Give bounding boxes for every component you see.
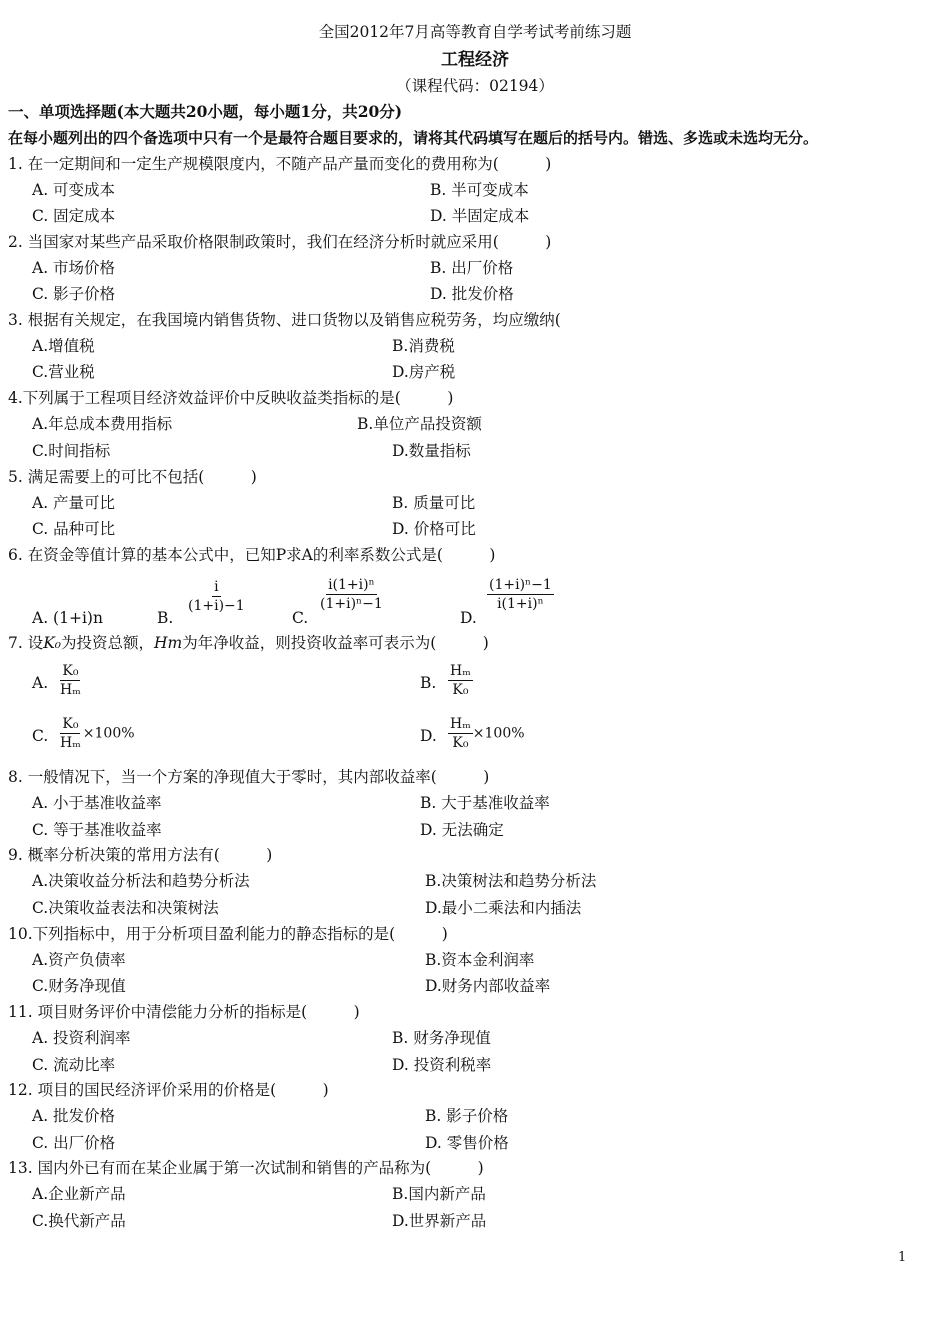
question-stem: 10.下列指标中，用于分析项目盈利能力的静态指标的是( ): [8, 925, 448, 943]
option-b: B. 出厂价格: [430, 259, 514, 277]
section-instruction: 在每小题列出的四个备选项中只有一个是最符合题目要求的，请将其代码填写在题后的括号内。错选、多选或未选均无分。: [8, 129, 819, 147]
option-b: B.资本金利润率: [425, 951, 535, 969]
question-stem: 13. 国内外已有而在某企业属于第一次试制和销售的产品称为( ): [8, 1159, 484, 1177]
option-a: A.资产负债率: [32, 951, 126, 969]
section-heading: 一、单项选择题(本大题共20小题，每小题1分，共20分): [8, 102, 403, 121]
question-stem: 12. 项目的国民经济评价采用的价格是( ): [8, 1081, 329, 1099]
option-d: D. 价格可比: [392, 520, 476, 538]
option-c: C.决策收益表法和决策树法: [32, 899, 219, 917]
option-b: B.: [420, 674, 437, 692]
option-c: C.: [32, 727, 49, 745]
option-a: A. 产量可比: [32, 494, 116, 512]
option-c: C. 品种可比: [32, 520, 116, 538]
option-b: B.决策树法和趋势分析法: [425, 872, 597, 890]
question-stem: 6. 在资金等值计算的基本公式中，已知P求A的利率系数公式是( ): [8, 546, 496, 564]
option-a: A.增值税: [32, 337, 95, 355]
option-d: D. 零售价格: [425, 1134, 509, 1152]
option-b: B. 大于基准收益率: [420, 794, 550, 812]
option-c: C. 出厂价格: [32, 1134, 116, 1152]
option-c: C. 等于基准收益率: [32, 821, 162, 839]
question-stem: 8. 一般情况下，当一个方案的净现值大于零时，其内部收益率( ): [8, 768, 490, 786]
formula-hm-over-k0: $\frac{\text{Hₘ}}{\text{K₀}}$: [450, 663, 471, 698]
option-a: A.: [32, 674, 49, 692]
option-d: D. 投资利税率: [392, 1056, 492, 1074]
option-a: A. 小于基准收益率: [32, 794, 162, 812]
option-b: B.: [157, 609, 174, 627]
option-c: C.财务净现值: [32, 977, 126, 995]
course-code: （课程代码：02194）: [396, 77, 554, 95]
formula-k0-over-hm: $\frac{\text{K₀}}{\text{Hₘ}}$: [60, 663, 81, 698]
option-c: C. 影子价格: [32, 285, 116, 303]
option-d: D.最小二乘法和内插法: [425, 899, 582, 917]
formula-k0-over-hm-percent: $\frac{\text{K₀}}{\text{Hₘ}}$ ×100%: [60, 716, 135, 751]
option-c: C.营业税: [32, 363, 95, 381]
question-stem: 7. 设K₀为投资总额，Hm为年净收益，则投资收益率可表示为( ): [8, 634, 489, 652]
option-d: D. 无法确定: [420, 821, 504, 839]
formula-c: $\frac{\text{i(1+i)ⁿ}}{\text{(1+i)ⁿ−1}}$: [320, 577, 383, 612]
question-stem: 9. 概率分析决策的常用方法有( ): [8, 846, 273, 864]
option-a: A. (1+i)n: [32, 609, 103, 627]
question-stem: 5. 满足需要上的可比不包括( ): [8, 468, 257, 486]
option-c: C.时间指标: [32, 442, 111, 460]
option-a: A. 可变成本: [32, 181, 116, 199]
option-b: B. 质量可比: [392, 494, 476, 512]
option-c: C.换代新产品: [32, 1212, 126, 1230]
option-a: A. 批发价格: [32, 1107, 116, 1125]
formula-hm-over-k0-percent: $\frac{\text{Hₘ}}{\text{K₀}}$ ×100%: [450, 716, 525, 751]
option-d: D.: [460, 609, 477, 627]
option-a: A.决策收益分析法和趋势分析法: [32, 872, 250, 890]
option-b: B. 半可变成本: [430, 181, 529, 199]
option-d: D. 批发价格: [430, 285, 514, 303]
question-stem: 4.下列属于工程项目经济效益评价中反映收益类指标的是( ): [8, 389, 454, 407]
formula-d: $\frac{\text{(1+i)ⁿ−1}}{\text{i(1+i)ⁿ}}$: [489, 577, 552, 612]
option-c: C. 固定成本: [32, 207, 116, 225]
option-b: B. 财务净现值: [392, 1029, 491, 1047]
option-b: B.单位产品投资额: [357, 415, 482, 433]
option-a: A.年总成本费用指标: [32, 415, 173, 433]
question-stem: 11. 项目财务评价中清偿能力分析的指标是( ): [8, 1003, 360, 1021]
option-b: B.消费税: [392, 337, 455, 355]
option-a: A. 市场价格: [32, 259, 116, 277]
option-d: D.房产税: [392, 363, 456, 381]
option-d: D.数量指标: [392, 442, 471, 460]
option-d: D.世界新产品: [392, 1212, 487, 1230]
formula-b: $\frac{i}{(1+i)-1}$: [188, 579, 245, 614]
question-stem: 2. 当国家对某些产品采取价格限制政策时，我们在经济分析时就应采用( ): [8, 233, 552, 251]
page-number: 1: [898, 1250, 907, 1265]
option-a: A. 投资利润率: [32, 1029, 131, 1047]
option-c: C. 流动比率: [32, 1056, 116, 1074]
question-stem: 3. 根据有关规定，在我国境内销售货物、进口货物以及销售应税劳务，均应缴纳(: [8, 311, 561, 329]
option-d: D.财务内部收益率: [425, 977, 551, 995]
option-c: C.: [292, 609, 309, 627]
exam-header-line: 全国2012年7月高等教育自学考试考前练习题: [318, 23, 632, 41]
question-stem: 1. 在一定期间和一定生产规模限度内，不随产品产量而变化的费用称为( ): [8, 155, 552, 173]
option-d: D. 半固定成本: [430, 207, 530, 225]
option-b: B.国内新产品: [392, 1185, 486, 1203]
option-a: A.企业新产品: [32, 1185, 126, 1203]
option-b: B. 影子价格: [425, 1107, 509, 1125]
option-d: D.: [420, 727, 437, 745]
subject-title: 工程经济: [441, 50, 509, 70]
